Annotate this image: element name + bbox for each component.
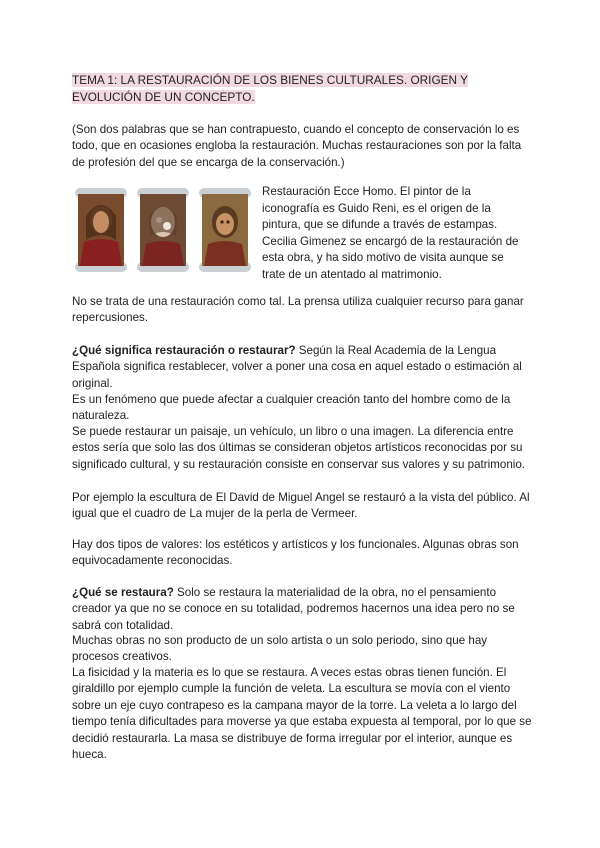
what-is-restored-heading: ¿Qué se restaura? <box>72 586 174 599</box>
title-line-1: TEMA 1: LA RESTAURACIÓN DE LOS BIENES CULTURALES. ORIGEN Y <box>72 73 468 87</box>
values-paragraph: Hay dos tipos de valores: los estéticos y artísticos y los funcionales. Algunas obras son equivocadamente reconocidas. <box>72 538 519 568</box>
phenomenon-paragraph: Es un fenómeno que puede afectar a cualquier creación tanto del hombre como de la naturaleza. <box>72 393 511 423</box>
ecce-homo-deteriorated-painting-icon <box>134 186 192 274</box>
title-line-2: EVOLUCIÓN DE UN CONCEPTO. <box>72 89 255 104</box>
restoration-meaning-text: Según la Real Academia de la Lengua Española significa restablecer, volver a poner una cosa en aquel estado o estimación al original. <box>72 344 522 390</box>
examples-paragraph: Por ejemplo la escultura de El David de Miguel Angel se restauró a la vista del público. Al igual que el cuadro de La mujer de la perla de Vermeer. <box>72 491 530 521</box>
what-is-restored-text: Solo se restaura la materialidad de la obra, no el pensamiento creador ya que no se conoce en su totalidad, podremos hacernos una idea pero no se sabrá con totalidad. <box>72 586 515 632</box>
intro-paragraph: (Son dos palabras que se han contrapuesto, cuando el concepto de conservación lo es todo, que en ocasiones engloba la restauración. Muchas restauraciones son por la falta de profesión del que se encarga de la conservación.) <box>72 123 522 169</box>
restore-objects-paragraph: Se puede restaurar un paisaje, un vehículo, un libro o una imagen. La diferencia entre estos sería que solo las dos últimas se consideran objetos artísticos reconocidas por su significado cultural, y su restauración consiste en conservar sus valores y su patrimonio. <box>72 425 526 471</box>
restoration-meaning-paragraph <box>72 343 532 392</box>
ecce-homo-description: Restauración Ecce Homo. El pintor de la iconografía es Guido Reni, es el origen de la pintura, que se difunde a través de estampas. Cecilia Gimenez se encargó de la restauración de esta obra, y ha sido motivo de visita aunque se trate de un atentado al matrimonio. <box>262 185 519 281</box>
ecce-homo-original-painting-icon <box>72 186 130 274</box>
ecce-homo-image-strip <box>72 186 254 274</box>
what-is-restored-paragraph <box>72 585 532 634</box>
restoration-meaning-heading: ¿Qué significa restauración o restaurar? <box>72 344 296 357</box>
press-paragraph: No se trata de una restauración como tal. La prensa utiliza cualquier recurso para ganar repercusiones. <box>72 295 524 325</box>
page-title <box>72 72 532 105</box>
creative-processes-paragraph: Muchas obras no son producto de un solo artista o un solo periodo, sino que hay procesos creativos. <box>72 634 488 664</box>
ecce-homo-restored-painting-icon <box>196 186 254 274</box>
physicality-paragraph: La fisicidad y la materia es lo que se restaura. A veces estas obras tienen función. El giraldillo por ejemplo cumple la función de veleta. La escultura se movía con el viento sobre un eje cuyo contrapeso es la campana mayor de la torre. La veleta a lo largo del tiempo tenía dificultades para moverse ya que estaba expuesta al temporal, por lo que se decidió restaurarla. La masa se distribuye de forma irregular por el interior, aunque es hueca. <box>72 666 532 762</box>
